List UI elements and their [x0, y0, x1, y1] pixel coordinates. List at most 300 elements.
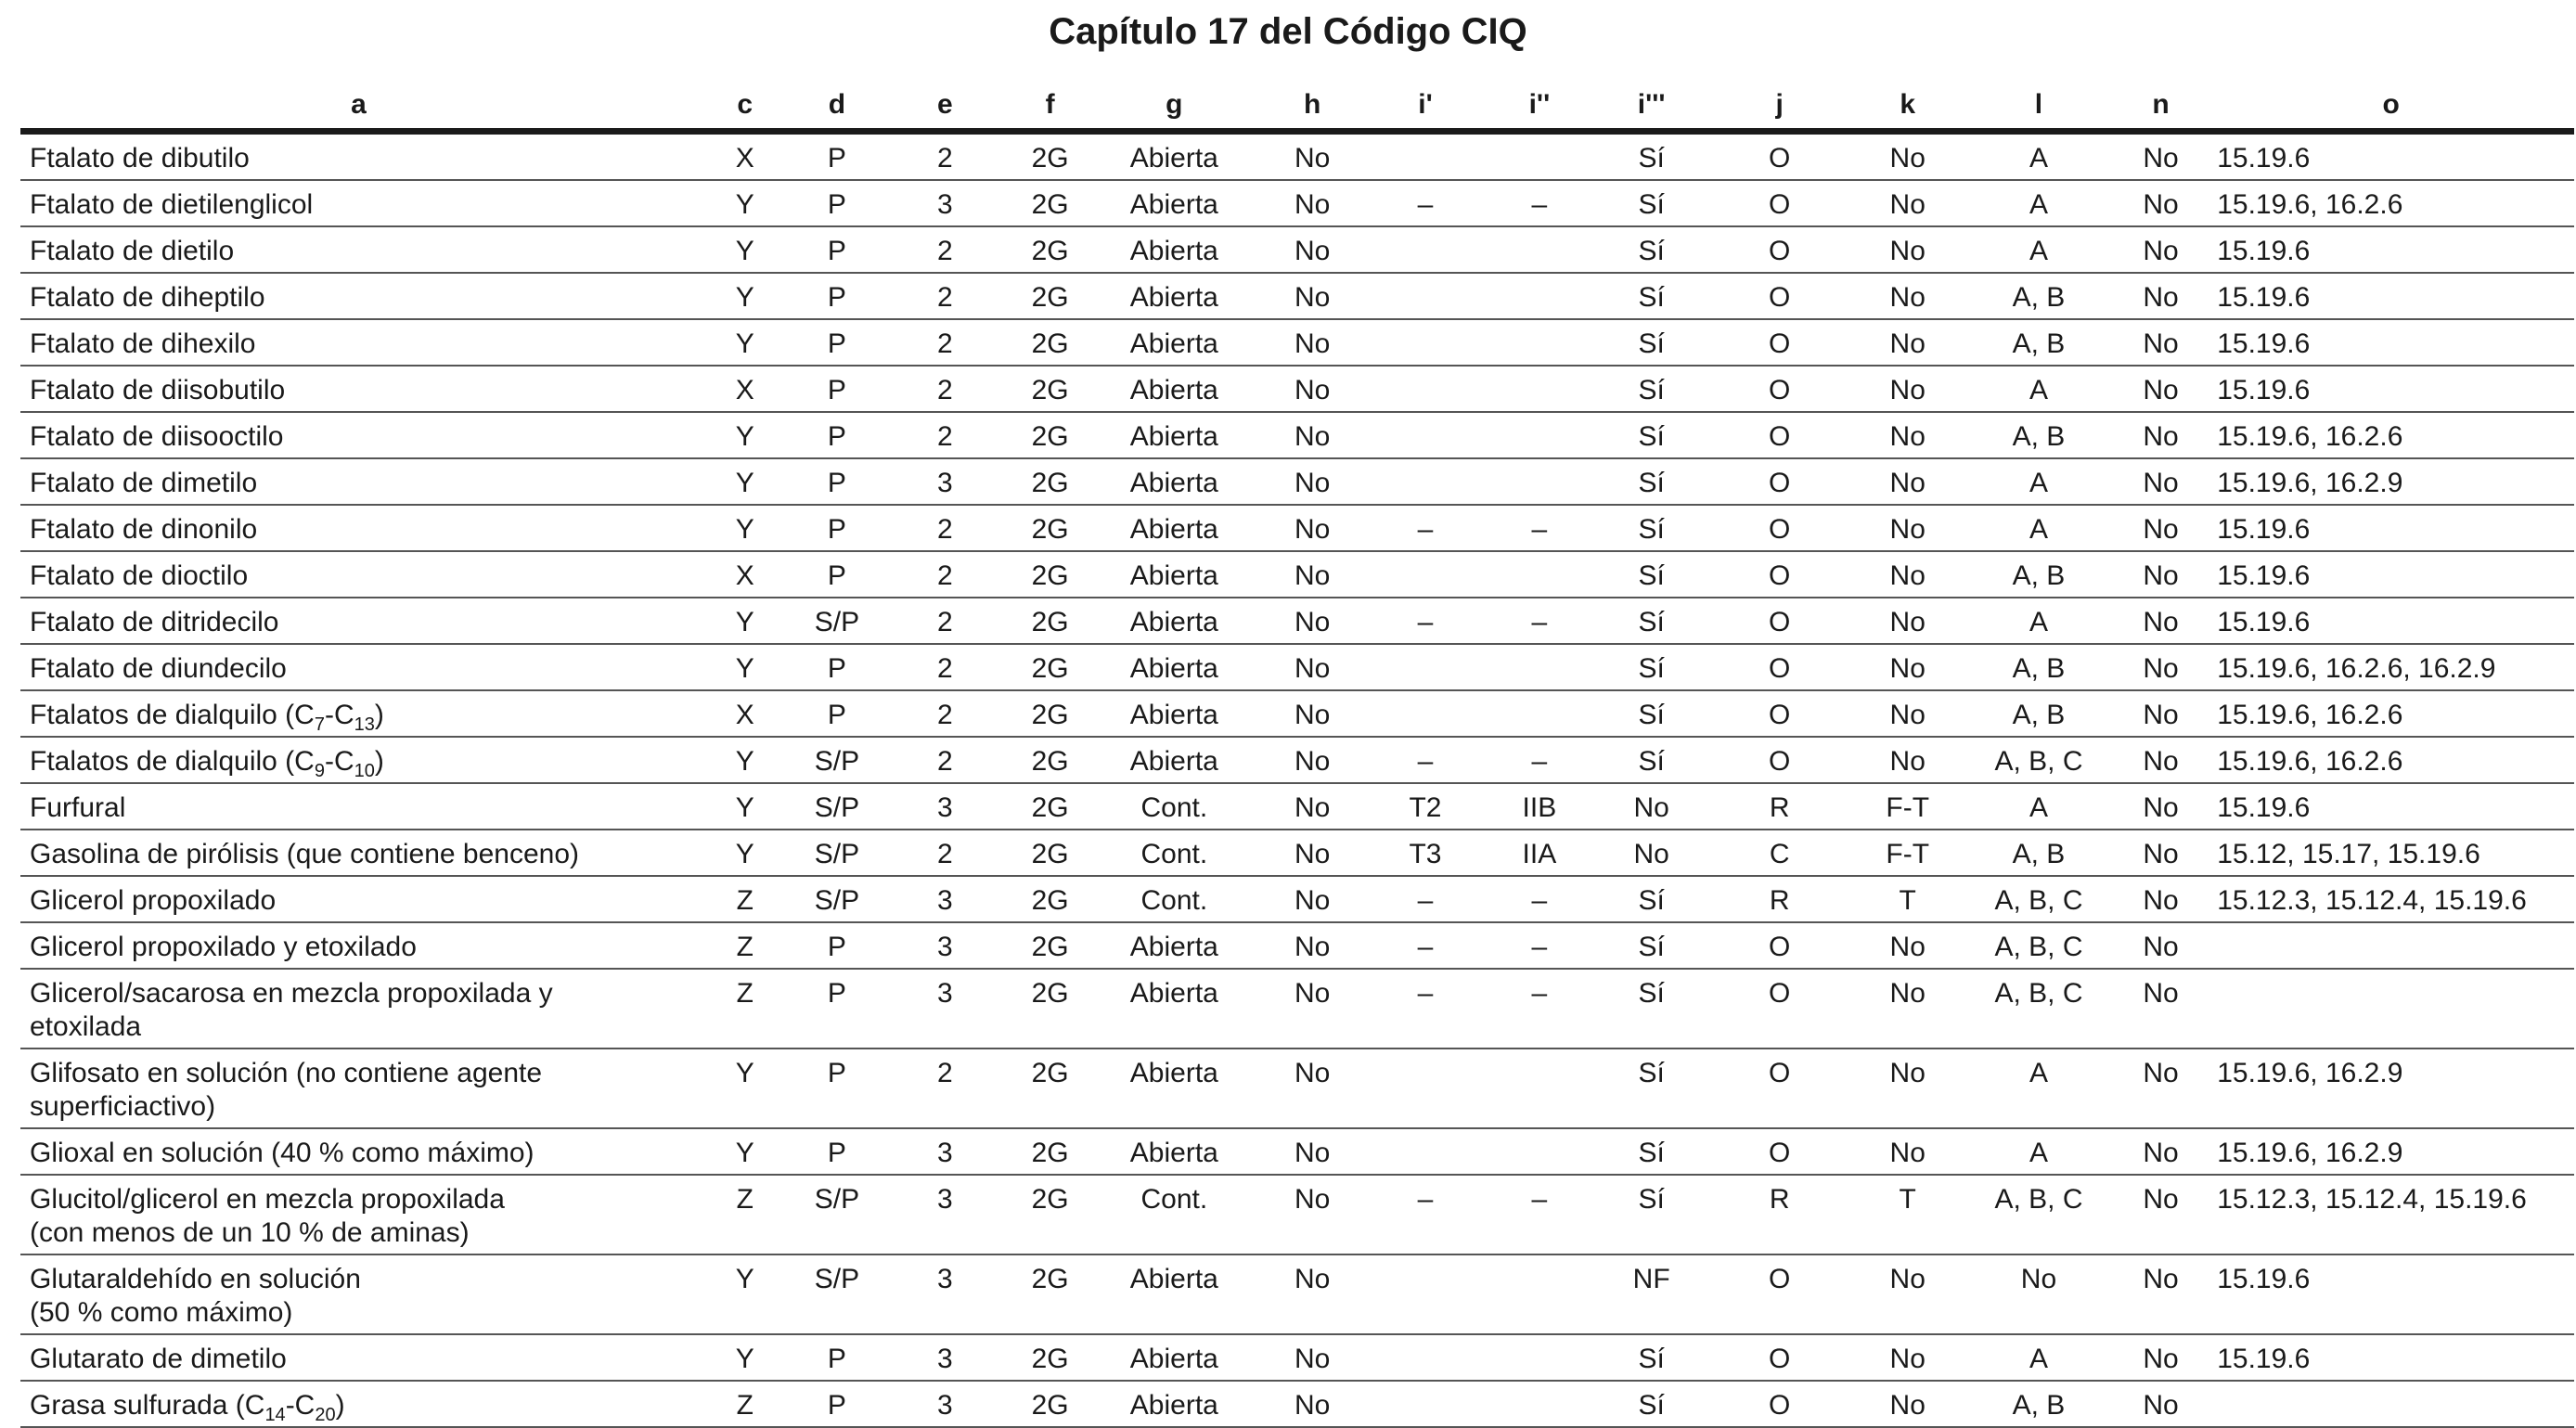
cell-d: P [792, 505, 881, 551]
cell-substance-name [20, 1381, 697, 1427]
cell-k: No [1851, 969, 1964, 1048]
cell-i1: – [1367, 922, 1483, 969]
column-header: c [697, 82, 793, 132]
cell-l: A [1964, 598, 2114, 644]
cell-i3: Sí [1595, 969, 1707, 1048]
cell-h: No [1257, 737, 1368, 783]
cell-h: No [1257, 319, 1368, 366]
table-row [20, 737, 2574, 783]
cell-l: A, B, C [1964, 1175, 2114, 1254]
cell-i3: Sí [1595, 598, 1707, 644]
cell-g: Abierta [1091, 1334, 1257, 1381]
table-row [20, 132, 2574, 181]
cell-o: 15.12, 15.17, 15.19.6 [2208, 830, 2574, 876]
cell-e: 2 [881, 737, 1009, 783]
cell-f: 2G [1009, 132, 1090, 181]
cell-j: O [1707, 598, 1851, 644]
cell-i3: Sí [1595, 922, 1707, 969]
chemical-table [20, 82, 2574, 1428]
cell-o: 15.19.6, 16.2.6 [2208, 180, 2574, 226]
cell-i1 [1367, 412, 1483, 458]
cell-h: No [1257, 1048, 1368, 1128]
cell-k: No [1851, 598, 1964, 644]
cell-n: No [2114, 1254, 2208, 1334]
column-header: k [1851, 82, 1964, 132]
name-prefix: Ftalatos de dialquilo (C [30, 746, 315, 777]
table-row [20, 1175, 2574, 1254]
subscript: 14 [264, 1405, 286, 1425]
cell-i1 [1367, 226, 1483, 273]
cell-i2 [1484, 1334, 1596, 1381]
cell-l: A, B [1964, 690, 2114, 737]
name-line-2: etoxilada [30, 1011, 142, 1042]
cell-i3: Sí [1595, 737, 1707, 783]
cell-d: S/P [792, 783, 881, 830]
cell-n: No [2114, 1381, 2208, 1427]
cell-h: No [1257, 644, 1368, 690]
cell-o [2208, 969, 2574, 1048]
column-header: i' [1367, 82, 1483, 132]
cell-d: P [792, 458, 881, 505]
cell-l: A, B [1964, 412, 2114, 458]
cell-l: A [1964, 783, 2114, 830]
cell-n: No [2114, 180, 2208, 226]
cell-f: 2G [1009, 876, 1090, 922]
cell-i2: – [1484, 505, 1596, 551]
cell-j: O [1707, 1048, 1851, 1128]
cell-c: Y [697, 1128, 793, 1175]
cell-substance-name: Ftalato de dibutilo [20, 132, 697, 181]
cell-k: No [1851, 412, 1964, 458]
cell-o: 15.19.6, 16.2.9 [2208, 1128, 2574, 1175]
column-header: a [20, 82, 697, 132]
cell-n: No [2114, 366, 2208, 412]
cell-i3: Sí [1595, 458, 1707, 505]
cell-e: 2 [881, 412, 1009, 458]
cell-k: No [1851, 551, 1964, 598]
table-row [20, 1381, 2574, 1427]
cell-l: A, B, C [1964, 737, 2114, 783]
cell-e: 3 [881, 1381, 1009, 1427]
cell-j: O [1707, 366, 1851, 412]
cell-o: 15.19.6 [2208, 226, 2574, 273]
column-header: o [2208, 82, 2574, 132]
cell-h: No [1257, 690, 1368, 737]
cell-h: No [1257, 366, 1368, 412]
cell-g: Abierta [1091, 644, 1257, 690]
cell-e: 3 [881, 1175, 1009, 1254]
cell-l: A, B [1964, 1381, 2114, 1427]
column-header: n [2114, 82, 2208, 132]
name-middle: -C [324, 746, 354, 777]
cell-l: A, B [1964, 551, 2114, 598]
cell-d: P [792, 180, 881, 226]
cell-d: P [792, 969, 881, 1048]
cell-n: No [2114, 505, 2208, 551]
cell-g: Abierta [1091, 226, 1257, 273]
cell-d: S/P [792, 830, 881, 876]
cell-substance-name: Ftalato de dihexilo [20, 319, 697, 366]
cell-f: 2G [1009, 180, 1090, 226]
cell-f: 2G [1009, 969, 1090, 1048]
cell-d: P [792, 1128, 881, 1175]
cell-i1: – [1367, 1175, 1483, 1254]
column-header: l [1964, 82, 2114, 132]
cell-i2 [1484, 132, 1596, 181]
name-middle: -C [324, 700, 354, 730]
cell-l: No [1964, 1254, 2114, 1334]
cell-l: A, B, C [1964, 876, 2114, 922]
cell-g: Abierta [1091, 1048, 1257, 1128]
cell-i2: – [1484, 876, 1596, 922]
cell-j: O [1707, 319, 1851, 366]
cell-i1: – [1367, 876, 1483, 922]
table-row [20, 876, 2574, 922]
cell-j: O [1707, 1381, 1851, 1427]
cell-o [2208, 1381, 2574, 1427]
cell-k: No [1851, 273, 1964, 319]
name-line-2: (50 % como máximo) [30, 1297, 293, 1328]
cell-k: F-T [1851, 830, 1964, 876]
column-header: f [1009, 82, 1090, 132]
cell-h: No [1257, 458, 1368, 505]
cell-substance-name: Glicerol propoxilado [20, 876, 697, 922]
cell-l: A [1964, 505, 2114, 551]
cell-i1 [1367, 319, 1483, 366]
name-line-2: (con menos de un 10 % de aminas) [30, 1217, 470, 1248]
cell-i2: – [1484, 598, 1596, 644]
cell-e: 3 [881, 458, 1009, 505]
cell-substance-name: Ftalato de diheptilo [20, 273, 697, 319]
cell-c: Y [697, 412, 793, 458]
cell-f: 2G [1009, 690, 1090, 737]
cell-l: A [1964, 226, 2114, 273]
cell-j: R [1707, 1175, 1851, 1254]
cell-e: 3 [881, 180, 1009, 226]
table-header-row [20, 82, 2574, 132]
cell-g: Abierta [1091, 458, 1257, 505]
cell-h: No [1257, 1175, 1368, 1254]
column-header: i''' [1595, 82, 1707, 132]
cell-i1: – [1367, 180, 1483, 226]
cell-c: Z [697, 876, 793, 922]
cell-c: Y [697, 319, 793, 366]
cell-n: No [2114, 273, 2208, 319]
cell-g: Abierta [1091, 1128, 1257, 1175]
cell-f: 2G [1009, 1254, 1090, 1334]
cell-i2 [1484, 1254, 1596, 1334]
cell-i1 [1367, 1334, 1483, 1381]
table-row [20, 922, 2574, 969]
cell-n: No [2114, 644, 2208, 690]
cell-o: 15.12.3, 15.12.4, 15.19.6 [2208, 1175, 2574, 1254]
cell-i3: Sí [1595, 180, 1707, 226]
cell-o: 15.19.6, 16.2.6 [2208, 412, 2574, 458]
name-line-2: superficiactivo) [30, 1091, 216, 1122]
cell-n: No [2114, 969, 2208, 1048]
cell-j: R [1707, 876, 1851, 922]
cell-i3: Sí [1595, 644, 1707, 690]
cell-k: No [1851, 1334, 1964, 1381]
cell-substance-name: Ftalato de dietilo [20, 226, 697, 273]
cell-substance-name: Ftalato de dinonilo [20, 505, 697, 551]
cell-substance-name: Ftalato de diundecilo [20, 644, 697, 690]
cell-i3: Sí [1595, 505, 1707, 551]
cell-g: Abierta [1091, 598, 1257, 644]
cell-g: Abierta [1091, 690, 1257, 737]
cell-e: 2 [881, 644, 1009, 690]
cell-g: Abierta [1091, 132, 1257, 181]
cell-d: P [792, 644, 881, 690]
cell-g: Abierta [1091, 551, 1257, 598]
cell-i2: – [1484, 737, 1596, 783]
cell-i2 [1484, 226, 1596, 273]
cell-c: Y [697, 1048, 793, 1128]
cell-e: 2 [881, 830, 1009, 876]
table-row [20, 1334, 2574, 1381]
cell-f: 2G [1009, 366, 1090, 412]
cell-e: 3 [881, 1128, 1009, 1175]
cell-e: 3 [881, 969, 1009, 1048]
cell-k: No [1851, 1254, 1964, 1334]
table-row [20, 830, 2574, 876]
cell-k: No [1851, 366, 1964, 412]
cell-d: P [792, 412, 881, 458]
cell-g: Abierta [1091, 319, 1257, 366]
cell-f: 2G [1009, 922, 1090, 969]
cell-g: Abierta [1091, 412, 1257, 458]
name-prefix: Ftalatos de dialquilo (C [30, 700, 315, 730]
table-row [20, 551, 2574, 598]
cell-j: O [1707, 180, 1851, 226]
cell-g: Cont. [1091, 876, 1257, 922]
cell-i3: No [1595, 783, 1707, 830]
cell-f: 2G [1009, 737, 1090, 783]
cell-d: P [792, 1048, 881, 1128]
cell-e: 2 [881, 366, 1009, 412]
cell-k: T [1851, 876, 1964, 922]
cell-j: O [1707, 690, 1851, 737]
cell-substance-name: Gasolina de pirólisis (que contiene benceno) [20, 830, 697, 876]
table-row [20, 226, 2574, 273]
cell-h: No [1257, 1254, 1368, 1334]
cell-i3: Sí [1595, 366, 1707, 412]
table-row [20, 412, 2574, 458]
cell-l: A, B [1964, 273, 2114, 319]
cell-l: A [1964, 1334, 2114, 1381]
cell-substance-name [20, 1048, 697, 1128]
cell-o: 15.19.6 [2208, 1334, 2574, 1381]
cell-n: No [2114, 319, 2208, 366]
cell-i3: Sí [1595, 226, 1707, 273]
name-line-1: Glifosato en solución (no contiene agente [30, 1058, 543, 1088]
cell-f: 2G [1009, 644, 1090, 690]
cell-h: No [1257, 505, 1368, 551]
cell-d: S/P [792, 1175, 881, 1254]
cell-c: X [697, 366, 793, 412]
cell-n: No [2114, 830, 2208, 876]
cell-f: 2G [1009, 1048, 1090, 1128]
cell-f: 2G [1009, 412, 1090, 458]
cell-d: P [792, 922, 881, 969]
cell-i2 [1484, 1128, 1596, 1175]
cell-o: 15.19.6 [2208, 598, 2574, 644]
cell-n: No [2114, 132, 2208, 181]
cell-n: No [2114, 1128, 2208, 1175]
cell-i3: Sí [1595, 1128, 1707, 1175]
cell-n: No [2114, 551, 2208, 598]
cell-substance-name: Glicerol propoxilado y etoxilado [20, 922, 697, 969]
cell-substance-name: Ftalato de dimetilo [20, 458, 697, 505]
name-middle: -C [285, 1390, 316, 1421]
cell-c: Z [697, 1381, 793, 1427]
cell-o: 15.19.6, 16.2.6 [2208, 737, 2574, 783]
subscript: 10 [354, 761, 375, 781]
cell-k: No [1851, 690, 1964, 737]
cell-i3: Sí [1595, 551, 1707, 598]
cell-l: A [1964, 132, 2114, 181]
cell-k: No [1851, 644, 1964, 690]
name-suffix: ) [374, 700, 384, 730]
cell-l: A [1964, 1048, 2114, 1128]
cell-c: X [697, 132, 793, 181]
cell-k: No [1851, 1128, 1964, 1175]
cell-i1 [1367, 366, 1483, 412]
subscript: 13 [354, 714, 375, 735]
cell-i2 [1484, 644, 1596, 690]
cell-o: 15.19.6, 16.2.6, 16.2.9 [2208, 644, 2574, 690]
cell-substance-name: Glioxal en solución (40 % como máximo) [20, 1128, 697, 1175]
cell-f: 2G [1009, 505, 1090, 551]
cell-i1 [1367, 1381, 1483, 1427]
cell-h: No [1257, 1381, 1368, 1427]
cell-k: F-T [1851, 783, 1964, 830]
table-row [20, 458, 2574, 505]
cell-i3: Sí [1595, 1048, 1707, 1128]
column-header: e [881, 82, 1009, 132]
cell-l: A [1964, 1128, 2114, 1175]
cell-i3: Sí [1595, 132, 1707, 181]
cell-i1 [1367, 551, 1483, 598]
cell-e: 2 [881, 690, 1009, 737]
cell-c: Z [697, 922, 793, 969]
cell-d: P [792, 1381, 881, 1427]
cell-i2 [1484, 690, 1596, 737]
cell-i3: Sí [1595, 1175, 1707, 1254]
cell-g: Cont. [1091, 1175, 1257, 1254]
cell-f: 2G [1009, 458, 1090, 505]
cell-i1: – [1367, 969, 1483, 1048]
cell-d: P [792, 1334, 881, 1381]
cell-f: 2G [1009, 1381, 1090, 1427]
cell-o: 15.19.6 [2208, 1254, 2574, 1334]
cell-substance-name: Ftalato de diisooctilo [20, 412, 697, 458]
table-row [20, 690, 2574, 737]
cell-j: O [1707, 1128, 1851, 1175]
cell-k: No [1851, 505, 1964, 551]
cell-n: No [2114, 1334, 2208, 1381]
cell-substance-name: Ftalato de ditridecilo [20, 598, 697, 644]
cell-h: No [1257, 783, 1368, 830]
cell-o: 15.19.6, 16.2.9 [2208, 458, 2574, 505]
column-header: g [1091, 82, 1257, 132]
cell-j: O [1707, 132, 1851, 181]
cell-c: Z [697, 969, 793, 1048]
table-row [20, 273, 2574, 319]
cell-d: P [792, 366, 881, 412]
name-line-1: Glicerol/sacarosa en mezcla propoxilada y [30, 978, 553, 1009]
name-line-1: Glucitol/glicerol en mezcla propoxilada [30, 1184, 505, 1215]
column-header: d [792, 82, 881, 132]
cell-i1 [1367, 132, 1483, 181]
cell-c: Y [697, 830, 793, 876]
cell-c: Y [697, 273, 793, 319]
cell-j: O [1707, 412, 1851, 458]
cell-i2: – [1484, 1175, 1596, 1254]
column-header: j [1707, 82, 1851, 132]
cell-i1 [1367, 1254, 1483, 1334]
column-header: h [1257, 82, 1368, 132]
cell-c: Y [697, 644, 793, 690]
table-row [20, 1254, 2574, 1334]
cell-c: Y [697, 783, 793, 830]
cell-h: No [1257, 273, 1368, 319]
cell-c: Y [697, 1334, 793, 1381]
cell-e: 3 [881, 876, 1009, 922]
table-row [20, 783, 2574, 830]
cell-f: 2G [1009, 598, 1090, 644]
cell-n: No [2114, 783, 2208, 830]
cell-substance-name [20, 737, 697, 783]
cell-n: No [2114, 226, 2208, 273]
cell-j: O [1707, 273, 1851, 319]
cell-k: No [1851, 319, 1964, 366]
cell-f: 2G [1009, 319, 1090, 366]
cell-k: No [1851, 737, 1964, 783]
cell-j: O [1707, 505, 1851, 551]
cell-i2: IIB [1484, 783, 1596, 830]
subscript: 7 [314, 714, 325, 735]
cell-g: Abierta [1091, 737, 1257, 783]
cell-h: No [1257, 412, 1368, 458]
cell-d: P [792, 226, 881, 273]
cell-c: Y [697, 737, 793, 783]
cell-c: X [697, 551, 793, 598]
table-row [20, 319, 2574, 366]
cell-o: 15.12.3, 15.12.4, 15.19.6 [2208, 876, 2574, 922]
cell-d: P [792, 551, 881, 598]
cell-i2 [1484, 458, 1596, 505]
cell-e: 3 [881, 783, 1009, 830]
cell-i2 [1484, 1048, 1596, 1128]
cell-o: 15.19.6, 16.2.9 [2208, 1048, 2574, 1128]
cell-e: 2 [881, 598, 1009, 644]
cell-i2 [1484, 319, 1596, 366]
cell-substance-name [20, 690, 697, 737]
table-row [20, 969, 2574, 1048]
cell-c: Y [697, 598, 793, 644]
cell-j: O [1707, 922, 1851, 969]
table-body [20, 132, 2574, 1428]
cell-j: O [1707, 551, 1851, 598]
table-row [20, 180, 2574, 226]
cell-j: O [1707, 1334, 1851, 1381]
cell-substance-name: Glutarato de dimetilo [20, 1334, 697, 1381]
cell-o: 15.19.6 [2208, 132, 2574, 181]
cell-c: Y [697, 180, 793, 226]
cell-n: No [2114, 598, 2208, 644]
table-row [20, 1048, 2574, 1128]
